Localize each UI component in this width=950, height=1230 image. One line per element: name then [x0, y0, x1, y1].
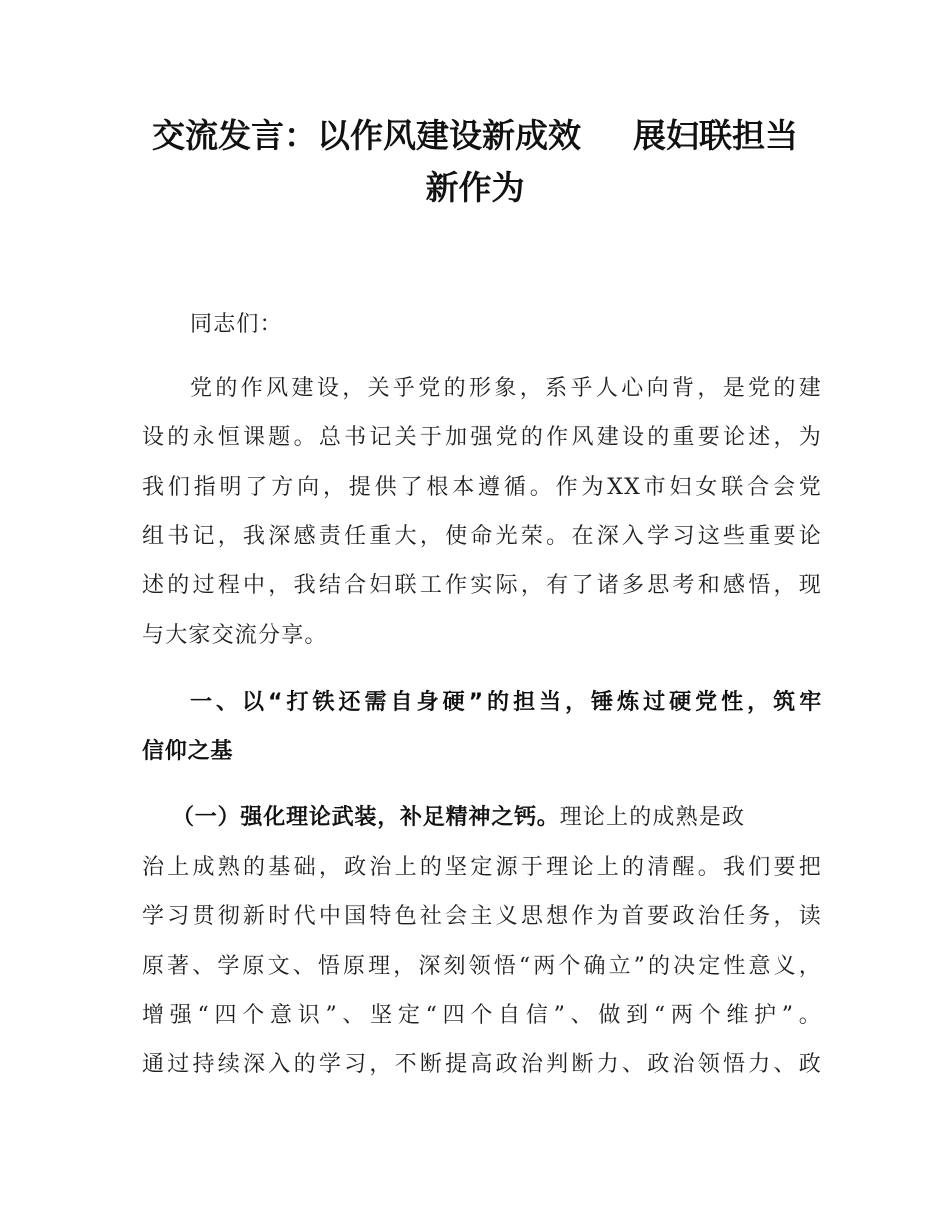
salutation: 同志们： [190, 312, 283, 337]
subsection-1-line-1-rest: 理论上的成熟是政 [559, 805, 746, 830]
intro-line-5: 述的过程中，我结合妇联工作实际，有了诸多思考和感悟，现 [142, 573, 822, 598]
intro-line-2: 设的永恒课题。总书记关于加强党的作风建设的重要论述，为 [142, 425, 822, 450]
subsection-1-line-2: 治上成熟的基础，政治上的坚定源于理论上的清醒。我们要把 [142, 855, 822, 880]
intro-line-4: 组书记，我深感责任重大，使命光荣。在深入学习这些重要论 [142, 524, 822, 549]
title-part-2: 展妇联担当 [633, 116, 798, 155]
title-part-3: 新作为 [425, 168, 525, 207]
intro-line-1: 党的作风建设，关乎党的形象，系乎人心向背，是党的建 [190, 376, 822, 401]
title-part-1: 交流发言：以作风建设新成效 [152, 116, 581, 155]
subsection-1-line-3: 学习贯彻新时代中国特色社会主义思想作为首要政治任务，读 [142, 904, 822, 929]
subsection-1-line-6: 通过持续深入的学习，不断提高政治判断力、政治领悟力、政 [142, 1052, 822, 1077]
section-heading-1-line-1: 一、以“打铁还需自身硬”的担当，锤炼过硬党性，筑牢 [190, 690, 822, 715]
subsection-1-first-line [172, 803, 822, 833]
document-title [100, 110, 850, 214]
subsection-1-line-4: 原著、学原文、悟原理，深刻领悟“两个确立”的决定性意义， [142, 954, 822, 979]
subsection-1-heading: （一）强化理论武装，补足精神之钙。 [172, 805, 560, 830]
intro-line-3: 我们指明了方向，提供了根本遵循。作为XX市妇女联合会党 [142, 475, 822, 500]
intro-line-6: 与大家交流分享。 [142, 623, 328, 648]
subsection-1-line-5: 增强“四个意识”、坚定“四个自信”、做到“两个维护”。 [142, 1003, 822, 1028]
section-heading-1-line-2: 信仰之基 [142, 739, 234, 764]
